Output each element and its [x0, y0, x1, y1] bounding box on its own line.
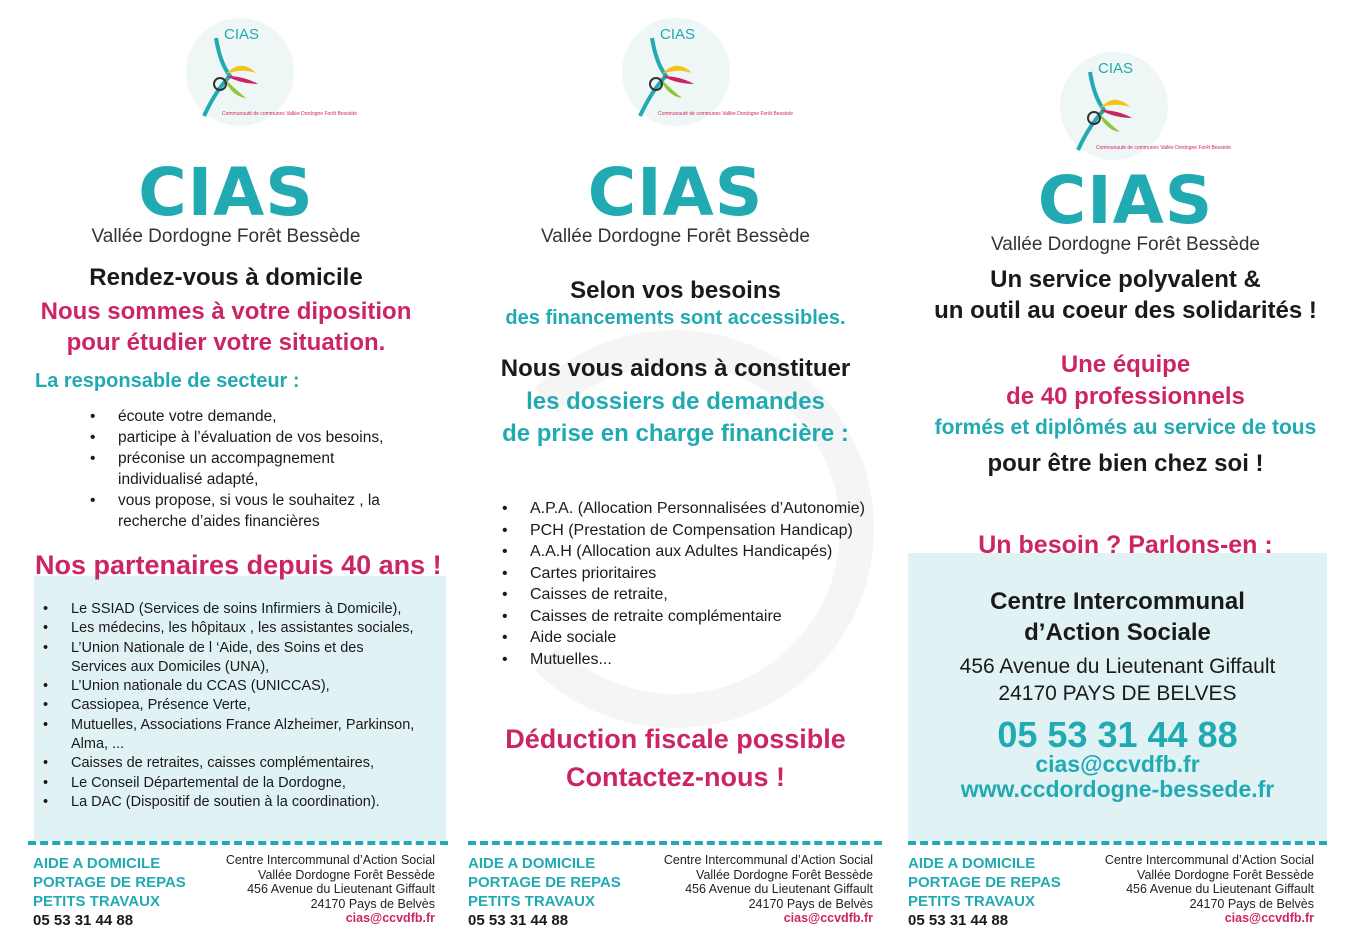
footer-service: PETITS TRAVAUX [908, 893, 1035, 910]
brand-title: CIAS [138, 154, 314, 231]
contact-phone[interactable]: 05 53 31 44 88 [997, 714, 1238, 755]
org-line: d’Action Sociale [1024, 619, 1211, 646]
besoin-heading: Un besoin ? Parlons-en : [978, 531, 1273, 559]
list-item: • PCH (Prestation de Compensation Handicap) [502, 520, 882, 542]
list-item: • participe à l’évaluation de vos besoins, [90, 427, 410, 448]
address-line: 24170 PAYS DE BELVES [998, 682, 1237, 705]
cias-logo [1060, 52, 1231, 160]
list-item: • A.A.H (Allocation aux Adultes Handicapés) [502, 541, 882, 563]
panel-financements [452, 0, 899, 952]
pink-line: de 40 professionnels [1006, 383, 1245, 410]
equipe-block [899, 349, 1352, 413]
logo-subtext: Communauté de communes Vallée Dordogne Forêt Bessède [222, 111, 357, 117]
footer-city: 24170 Pays de Belvès [1189, 896, 1314, 911]
list-item: • Caisses de retraite complémentaire [502, 606, 882, 628]
footer-services [908, 854, 1061, 930]
heading-besoins: Selon vos besoins [570, 277, 781, 304]
pink-line: pour étudier votre situation. [66, 329, 386, 356]
teal-line: les dossiers de demandes [526, 388, 825, 415]
list-item: • Aide sociale [502, 627, 882, 649]
footer-divider [468, 841, 882, 845]
footer-service: PETITS TRAVAUX [33, 893, 160, 910]
financement-list [502, 498, 882, 670]
list-item: • Cartes prioritaires [502, 563, 882, 585]
footer-address [664, 853, 873, 926]
list-item: • Le Conseil Départemental de la Dordogne, [43, 774, 418, 793]
logo-text: CIAS [1098, 60, 1134, 77]
org-name [908, 586, 1327, 648]
org-address [908, 653, 1327, 707]
list-item: • Caisses de retraites, caisses complémentaires, [43, 754, 418, 773]
footer-services [33, 854, 186, 930]
footer-service: PETITS TRAVAUX [468, 893, 595, 910]
logo-subtext: Communauté de communes Vallée Dordogne Forêt Bessède [658, 111, 793, 117]
footer-service: AIDE A DOMICILE [908, 855, 1036, 872]
heading-line: Un service polyvalent & [990, 266, 1261, 293]
dossiers-block [452, 386, 899, 450]
responsable-heading: La responsable de secteur : [35, 370, 300, 392]
list-item: • Les médecins, les hôpitaux , les assistantes sociales, [43, 619, 418, 638]
list-item: • La DAC (Dispositif de soutien à la coordination). [43, 793, 418, 812]
footer-address [1105, 853, 1314, 926]
logo-text: CIAS [224, 26, 260, 43]
footer-services [468, 854, 621, 930]
footer-phone: 05 53 31 44 88 [33, 912, 134, 929]
deduction-block [452, 720, 899, 796]
heading-constituer: Nous vous aidons à constituer [500, 355, 851, 382]
heading-rendez-vous: Rendez-vous à domicile [89, 264, 363, 291]
chez-soi-line: pour être bien chez soi ! [987, 450, 1264, 477]
footer-divider [908, 841, 1327, 845]
list-item: • L’Union Nationale de l ‘Aide, des Soins et des Services aux Domiciles (UNA), [43, 639, 418, 678]
brand-subtitle: Vallée Dordogne Forêt Bessède [991, 234, 1260, 255]
contact-website[interactable]: www.ccdordogne-bessede.fr [960, 776, 1275, 802]
footer-service: PORTAGE DE REPAS [908, 874, 1061, 891]
footer-service: AIDE A DOMICILE [468, 855, 596, 872]
brand-title: CIAS [587, 154, 764, 231]
deduction-line: Déduction fiscale possible [505, 724, 846, 754]
panel-service [899, 0, 1352, 952]
teal-line: de prise en charge financière : [502, 420, 849, 447]
responsable-list [90, 406, 410, 532]
footer-org: Centre Intercommunal d’Action Social [225, 853, 435, 867]
footer-street: 456 Avenue du Lieutenant Giffault [685, 882, 873, 896]
brand-title: CIAS [1037, 162, 1214, 239]
financements-line: des financements sont accessibles. [505, 307, 846, 329]
footer-org-sub: Vallée Dordogne Forêt Bessède [696, 867, 873, 882]
partners-list [43, 600, 418, 812]
pink-text-block [0, 296, 452, 358]
list-item: • préconise un accompagnement individualisé adapté, [90, 448, 368, 490]
footer-service: PORTAGE DE REPAS [468, 874, 621, 891]
list-item: • écoute votre demande, [90, 406, 410, 427]
footer-city: 24170 Pays de Belvès [310, 896, 435, 911]
list-item: • Mutuelles... [502, 649, 882, 671]
footer-email[interactable]: cias@ccvdfb.fr [345, 911, 435, 925]
footer-service: PORTAGE DE REPAS [33, 874, 186, 891]
footer-email[interactable]: cias@ccvdfb.fr [783, 911, 873, 925]
cias-logo [186, 18, 357, 126]
footer-org-sub: Vallée Dordogne Forêt Bessède [1137, 867, 1314, 882]
footer-phone: 05 53 31 44 88 [908, 912, 1009, 929]
footer-address [226, 853, 435, 926]
footer-divider [28, 841, 448, 845]
pink-line: Nous sommes à votre diposition [40, 298, 412, 325]
logo-text: CIAS [660, 26, 696, 43]
footer-street: 456 Avenue du Lieutenant Giffault [1126, 882, 1314, 896]
heading-service [899, 264, 1352, 326]
list-item: • L’Union nationale du CCAS (UNICCAS), [43, 677, 418, 696]
list-item: • Cassiopea, Présence Verte, [43, 696, 418, 715]
partners-title: Nos partenaires depuis 40 ans ! [35, 550, 442, 580]
brand-subtitle: Vallée Dordogne Forêt Bessède [541, 226, 810, 247]
footer-street: 456 Avenue du Lieutenant Giffault [247, 882, 435, 896]
list-item: • A.P.A. (Allocation Personnalisées d’Autonomie) [502, 498, 882, 520]
org-line: Centre Intercommunal [990, 588, 1245, 615]
panel-rendez-vous [0, 0, 452, 952]
list-item: • Mutuelles, Associations France Alzheimer, Parkinson, Alma, ... [43, 716, 418, 755]
footer-org: Centre Intercommunal d’Action Social [1104, 853, 1314, 867]
logo-subtext: Communauté de communes Vallée Dordogne Forêt Bessède [1096, 145, 1231, 151]
list-item: • vous propose, si vous le souhaitez , la recherche d’aides financières [90, 490, 388, 532]
footer-phone: 05 53 31 44 88 [468, 912, 569, 929]
address-line: 456 Avenue du Lieutenant Giffault [959, 655, 1276, 678]
contact-line: Contactez-nous ! [566, 762, 785, 792]
list-item: • Caisses de retraite, [502, 584, 882, 606]
footer-city: 24170 Pays de Belvès [748, 896, 873, 911]
heading-line: un outil au coeur des solidarités ! [934, 297, 1317, 324]
formes-line: formés et diplômés au service de tous [934, 416, 1317, 439]
cias-logo [622, 18, 793, 126]
contact-email[interactable]: cias@ccvdfb.fr [1035, 751, 1200, 777]
pink-line: Une équipe [1060, 351, 1191, 378]
list-item: • Le SSIAD (Services de soins Infirmiers à Domicile), [43, 600, 418, 619]
brand-subtitle: Vallée Dordogne Forêt Bessède [91, 226, 361, 247]
footer-org: Centre Intercommunal d’Action Social [663, 853, 873, 867]
footer-service: AIDE A DOMICILE [33, 855, 161, 872]
footer-org-sub: Vallée Dordogne Forêt Bessède [258, 867, 435, 882]
footer-email[interactable]: cias@ccvdfb.fr [1224, 911, 1314, 925]
